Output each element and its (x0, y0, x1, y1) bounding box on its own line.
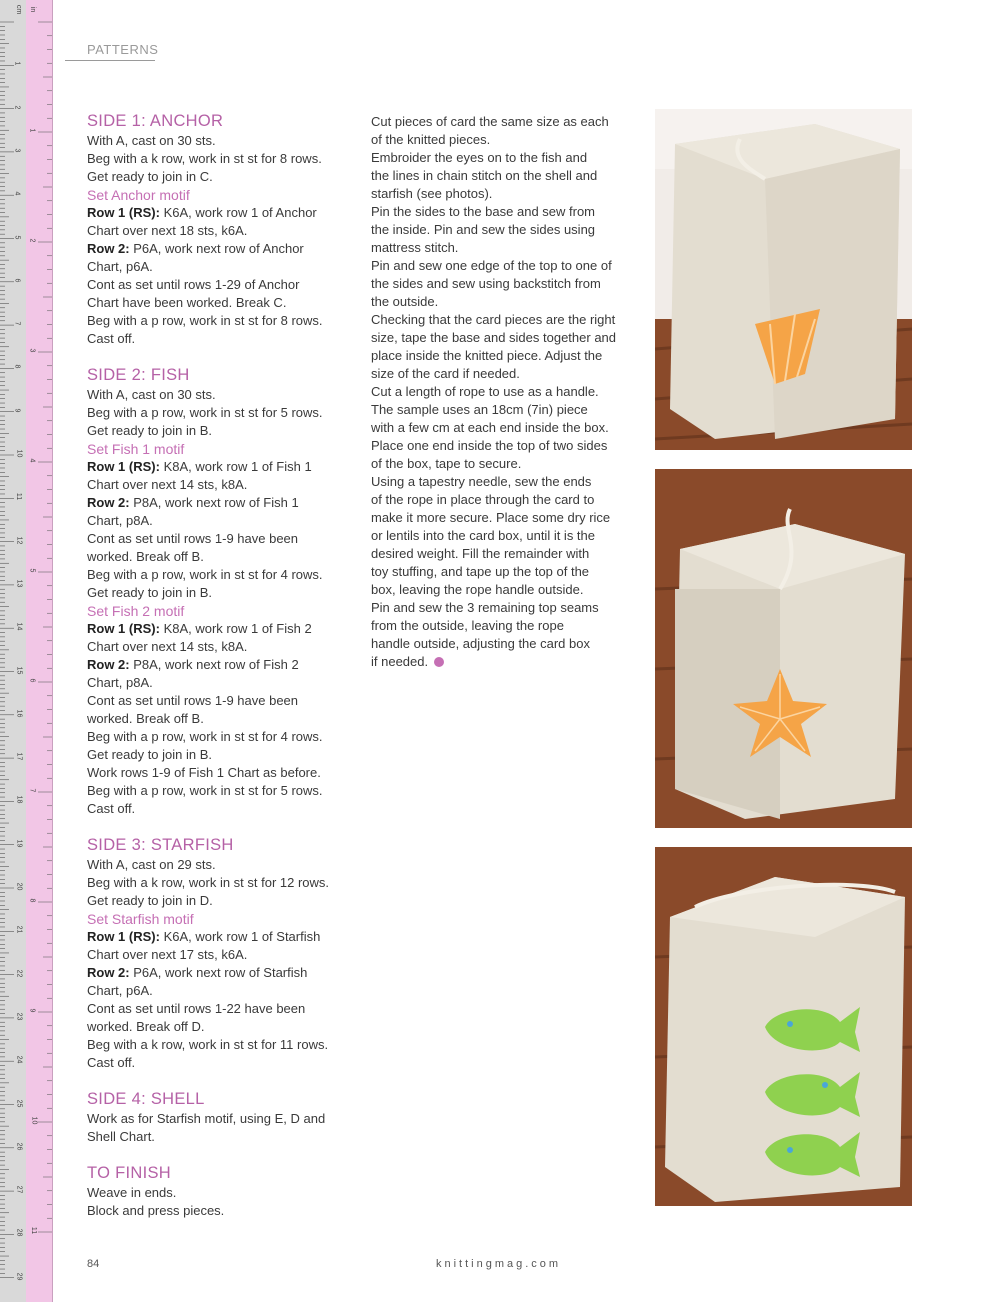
row-label: Row 1 (RS): (87, 205, 160, 220)
row-instruction (87, 240, 347, 258)
ruler-cm-label: 9 (13, 408, 21, 413)
text-line: Get ready to join in B. (87, 747, 213, 762)
text-line: With A, cast on 30 sts. (87, 133, 216, 148)
ruler-inch-label: 2 (28, 238, 36, 243)
ruler-cm-label: 16 (15, 709, 23, 718)
ruler-inch-label: 9 (28, 1008, 36, 1013)
ruler-cm-label: 28 (15, 1228, 23, 1237)
ruler-inch-label: 1 (28, 128, 36, 133)
row-instruction (87, 620, 347, 638)
text-line: Get ready to join in D. (87, 893, 213, 908)
row-label: Row 1 (RS): (87, 929, 160, 944)
row-text: P6A, work next row of Anchor (129, 241, 304, 256)
row-text: P6A, work next row of Starfish (129, 965, 308, 980)
text-line: Cont as set until rows 1-9 have been (87, 531, 299, 546)
row-label: Row 2: (87, 657, 130, 672)
ruler-cm-label: 13 (15, 579, 23, 588)
text-line: The sample uses an 18cm (7in) piece (371, 402, 588, 417)
text-line: size, tape the base and sides together and (371, 330, 617, 345)
ruler-cm-label: 11 (15, 493, 23, 501)
photo-fish-cube (655, 847, 912, 1206)
row-label: Row 1 (RS): (87, 621, 160, 636)
ruler-cm-label: 15 (15, 666, 23, 674)
section-label: PATTERNS (87, 42, 159, 57)
photo-shell-cube (655, 109, 912, 450)
ruler-cm-label: 8 (13, 364, 21, 369)
side-2-heading: SIDE 2: FISH (87, 366, 190, 384)
final-text: if needed. (371, 654, 432, 669)
text-line: starfish (see photos). (371, 186, 493, 201)
text-line: Get ready to join in B. (87, 585, 213, 600)
ruler-cm-label: 27 (15, 1185, 23, 1194)
text-line: Cut a length of rope to use as a handle. (371, 384, 599, 399)
text-line: desired weight. Fill the remainder with (371, 546, 590, 561)
text-line: worked. Break off B. (87, 549, 204, 564)
page-number: 84 (87, 1258, 100, 1270)
text-line: Chart, p6A. (87, 983, 153, 998)
ruler-ticks (0, 0, 52, 1302)
text-line: Place one end inside the top of two sides (371, 438, 608, 453)
text-line: Beg with a p row, work in st st for 4 rows. (87, 567, 323, 582)
fish-1-motif-subheading: Set Fish 1 motif (87, 441, 185, 457)
text-line: Beg with a p row, work in st st for 8 rows. (87, 313, 323, 328)
ruler-cm-label: 1 (13, 61, 21, 66)
ruler-cm-label: 20 (15, 882, 23, 891)
text-line: the lines in chain stitch on the shell and (371, 168, 598, 183)
text-line: Using a tapestry needle, sew the ends (371, 474, 592, 489)
text-line: Beg with a p row, work in st st for 4 rows. (87, 729, 323, 744)
ruler-cm-label: 18 (15, 795, 23, 804)
text-line: from the outside, leaving the rope (371, 618, 564, 633)
ruler-cm-label: 6 (13, 278, 21, 283)
ruler-inch-label: 6 (28, 678, 36, 683)
text-line: Cut pieces of card the same size as each (371, 114, 609, 129)
text-line: place inside the knitted piece. Adjust the (371, 348, 603, 363)
ruler-cm-label: 2 (13, 105, 21, 110)
text-line: toy stuffing, and tape up the top of the (371, 564, 590, 579)
ruler-cm-label: 17 (15, 752, 23, 761)
side-1-heading: SIDE 1: ANCHOR (87, 112, 224, 130)
to-finish-heading: TO FINISH (87, 1164, 171, 1182)
text-line: Cast off. (87, 331, 136, 346)
text-line: Beg with a k row, work in st st for 12 rows. (87, 875, 330, 890)
text-line: Pin the sides to the base and sew from (371, 204, 596, 219)
text-line: Cast off. (87, 1055, 136, 1070)
text-line: Chart, p8A. (87, 675, 153, 690)
ruler-cm-label: 7 (13, 321, 21, 326)
text-line: Beg with a k row, work in st st for 8 rows. (87, 151, 322, 166)
row-label: Row 2: (87, 965, 130, 980)
text-line: Chart, p6A. (87, 259, 153, 274)
ruler-cm-label: 23 (15, 1012, 23, 1021)
text-line: the inside. Pin and sew the sides using (371, 222, 596, 237)
fish-2-motif-subheading: Set Fish 2 motif (87, 603, 185, 619)
text-line: Chart over next 14 sts, k8A. (87, 477, 248, 492)
ruler-inch-label: 10 (30, 1116, 38, 1125)
middle-column (371, 113, 633, 671)
ruler-inch-label: 4 (28, 458, 36, 463)
text-line: Cont as set until rows 1-9 have been (87, 693, 299, 708)
row-instruction (87, 964, 347, 982)
left-column (87, 110, 347, 1220)
side-4-heading: SIDE 4: SHELL (87, 1090, 205, 1108)
text-line: of the box, tape to secure. (371, 456, 522, 471)
text-line: Beg with a p row, work in st st for 5 rows. (87, 783, 323, 798)
text-line: Cast off. (87, 801, 136, 816)
row-instruction (87, 656, 347, 674)
text-line: of the rope in place through the card to (371, 492, 595, 507)
anchor-motif-subheading: Set Anchor motif (87, 187, 190, 203)
row-label: Row 2: (87, 495, 130, 510)
text-line: make it more secure. Place some dry rice (371, 510, 611, 525)
ruler-inch-label: 11 (30, 1226, 38, 1235)
text-line: Embroider the eyes on to the fish and (371, 150, 588, 165)
row-instruction (87, 494, 347, 512)
ruler-cm-label: 10 (15, 449, 23, 458)
text-line: Work rows 1-9 of Fish 1 Chart as before. (87, 765, 321, 780)
ruler-inch-label: 5 (28, 568, 36, 573)
text-line: handle outside, adjusting the card box (371, 636, 590, 651)
ruler-cm-label: 3 (13, 148, 21, 153)
text-line: Pin and sew the 3 remaining top seams (371, 600, 599, 615)
side-3-heading: SIDE 3: STARFISH (87, 836, 234, 854)
text-line: Pin and sew one edge of the top to one of (371, 258, 612, 273)
text-line: with a few cm at each end inside the box. (371, 420, 609, 435)
text-line: mattress stitch. (371, 240, 459, 255)
website-url: knittingmag.com (436, 1258, 562, 1270)
row-label: Row 1 (RS): (87, 459, 160, 474)
text-line: Chart over next 18 sts, k6A. (87, 223, 248, 238)
text-line: Checking that the card pieces are the right (371, 312, 616, 327)
text-line: Cont as set until rows 1-22 have been (87, 1001, 306, 1016)
ruler-cm-label: 26 (15, 1142, 23, 1151)
ruler-cm-label: 24 (15, 1055, 23, 1064)
row-text: K8A, work row 1 of Fish 1 (159, 459, 312, 474)
ruler-cm-label: 21 (15, 925, 23, 934)
ruler-inch-unit: in (29, 6, 37, 13)
ruler-inch-label: 7 (28, 788, 36, 793)
text-line: worked. Break off B. (87, 711, 204, 726)
text-line: box, leaving the rope handle outside. (371, 582, 584, 597)
text-line: Chart, p8A. (87, 513, 153, 528)
text-line: Cont as set until rows 1-29 of Anchor (87, 277, 300, 292)
starfish-motif-subheading: Set Starfish motif (87, 911, 194, 927)
text-line: With A, cast on 29 sts. (87, 857, 216, 872)
ruler-cm-label: 12 (15, 536, 23, 544)
text-line: Work as for Starfish motif, using E, D and (87, 1111, 326, 1126)
photo-starfish-cube (655, 469, 912, 828)
text-line: Chart over next 14 sts, k8A. (87, 639, 248, 654)
ruler-cm-label: 5 (13, 235, 21, 239)
text-line: Shell Chart. (87, 1129, 155, 1144)
ruler-cm-unit: cm (15, 4, 23, 15)
page-ruler (0, 0, 53, 1302)
text-line: the sides and sew using backstitch from (371, 276, 601, 291)
text-line: Beg with a k row, work in st st for 11 rows. (87, 1037, 329, 1052)
section-rule (65, 60, 155, 61)
row-instruction (87, 458, 347, 476)
ruler-cm-label: 19 (15, 839, 23, 848)
ruler-inch-label: 8 (28, 898, 36, 903)
row-text: P8A, work next row of Fish 1 (129, 495, 299, 510)
row-text: K6A, work row 1 of Anchor (159, 205, 317, 220)
text-line: or lentils into the card box, until it is the (371, 528, 596, 543)
text-line: Beg with a p row, work in st st for 5 rows. (87, 405, 323, 420)
row-instruction (87, 928, 347, 946)
text-line: the outside. (371, 294, 439, 309)
row-text: K8A, work row 1 of Fish 2 (159, 621, 312, 636)
ruler-cm-label: 25 (15, 1099, 23, 1107)
row-text: P8A, work next row of Fish 2 (129, 657, 299, 672)
text-line: With A, cast on 30 sts. (87, 387, 216, 402)
ruler-cm-label: 29 (15, 1272, 23, 1281)
row-text: K6A, work row 1 of Starfish (159, 929, 321, 944)
ruler-cm-label: 22 (15, 969, 23, 977)
text-line-final (371, 653, 633, 671)
text-line: Chart have been worked. Break C. (87, 295, 287, 310)
ruler-inch-label: 3 (28, 348, 36, 353)
text-line: size of the card if needed. (371, 366, 520, 381)
text-line: Weave in ends. (87, 1185, 177, 1200)
ruler-cm-label: 14 (15, 622, 23, 631)
row-label: Row 2: (87, 241, 130, 256)
text-line: Get ready to join in B. (87, 423, 213, 438)
row-instruction (87, 204, 347, 222)
text-line: Chart over next 17 sts, k6A. (87, 947, 248, 962)
text-line: worked. Break off D. (87, 1019, 205, 1034)
text-line: of the knitted pieces. (371, 132, 491, 147)
text-line: Get ready to join in C. (87, 169, 213, 184)
ruler-cm-label: 4 (13, 191, 21, 196)
yarn-ball-icon (434, 657, 444, 667)
text-line: Block and press pieces. (87, 1203, 225, 1218)
